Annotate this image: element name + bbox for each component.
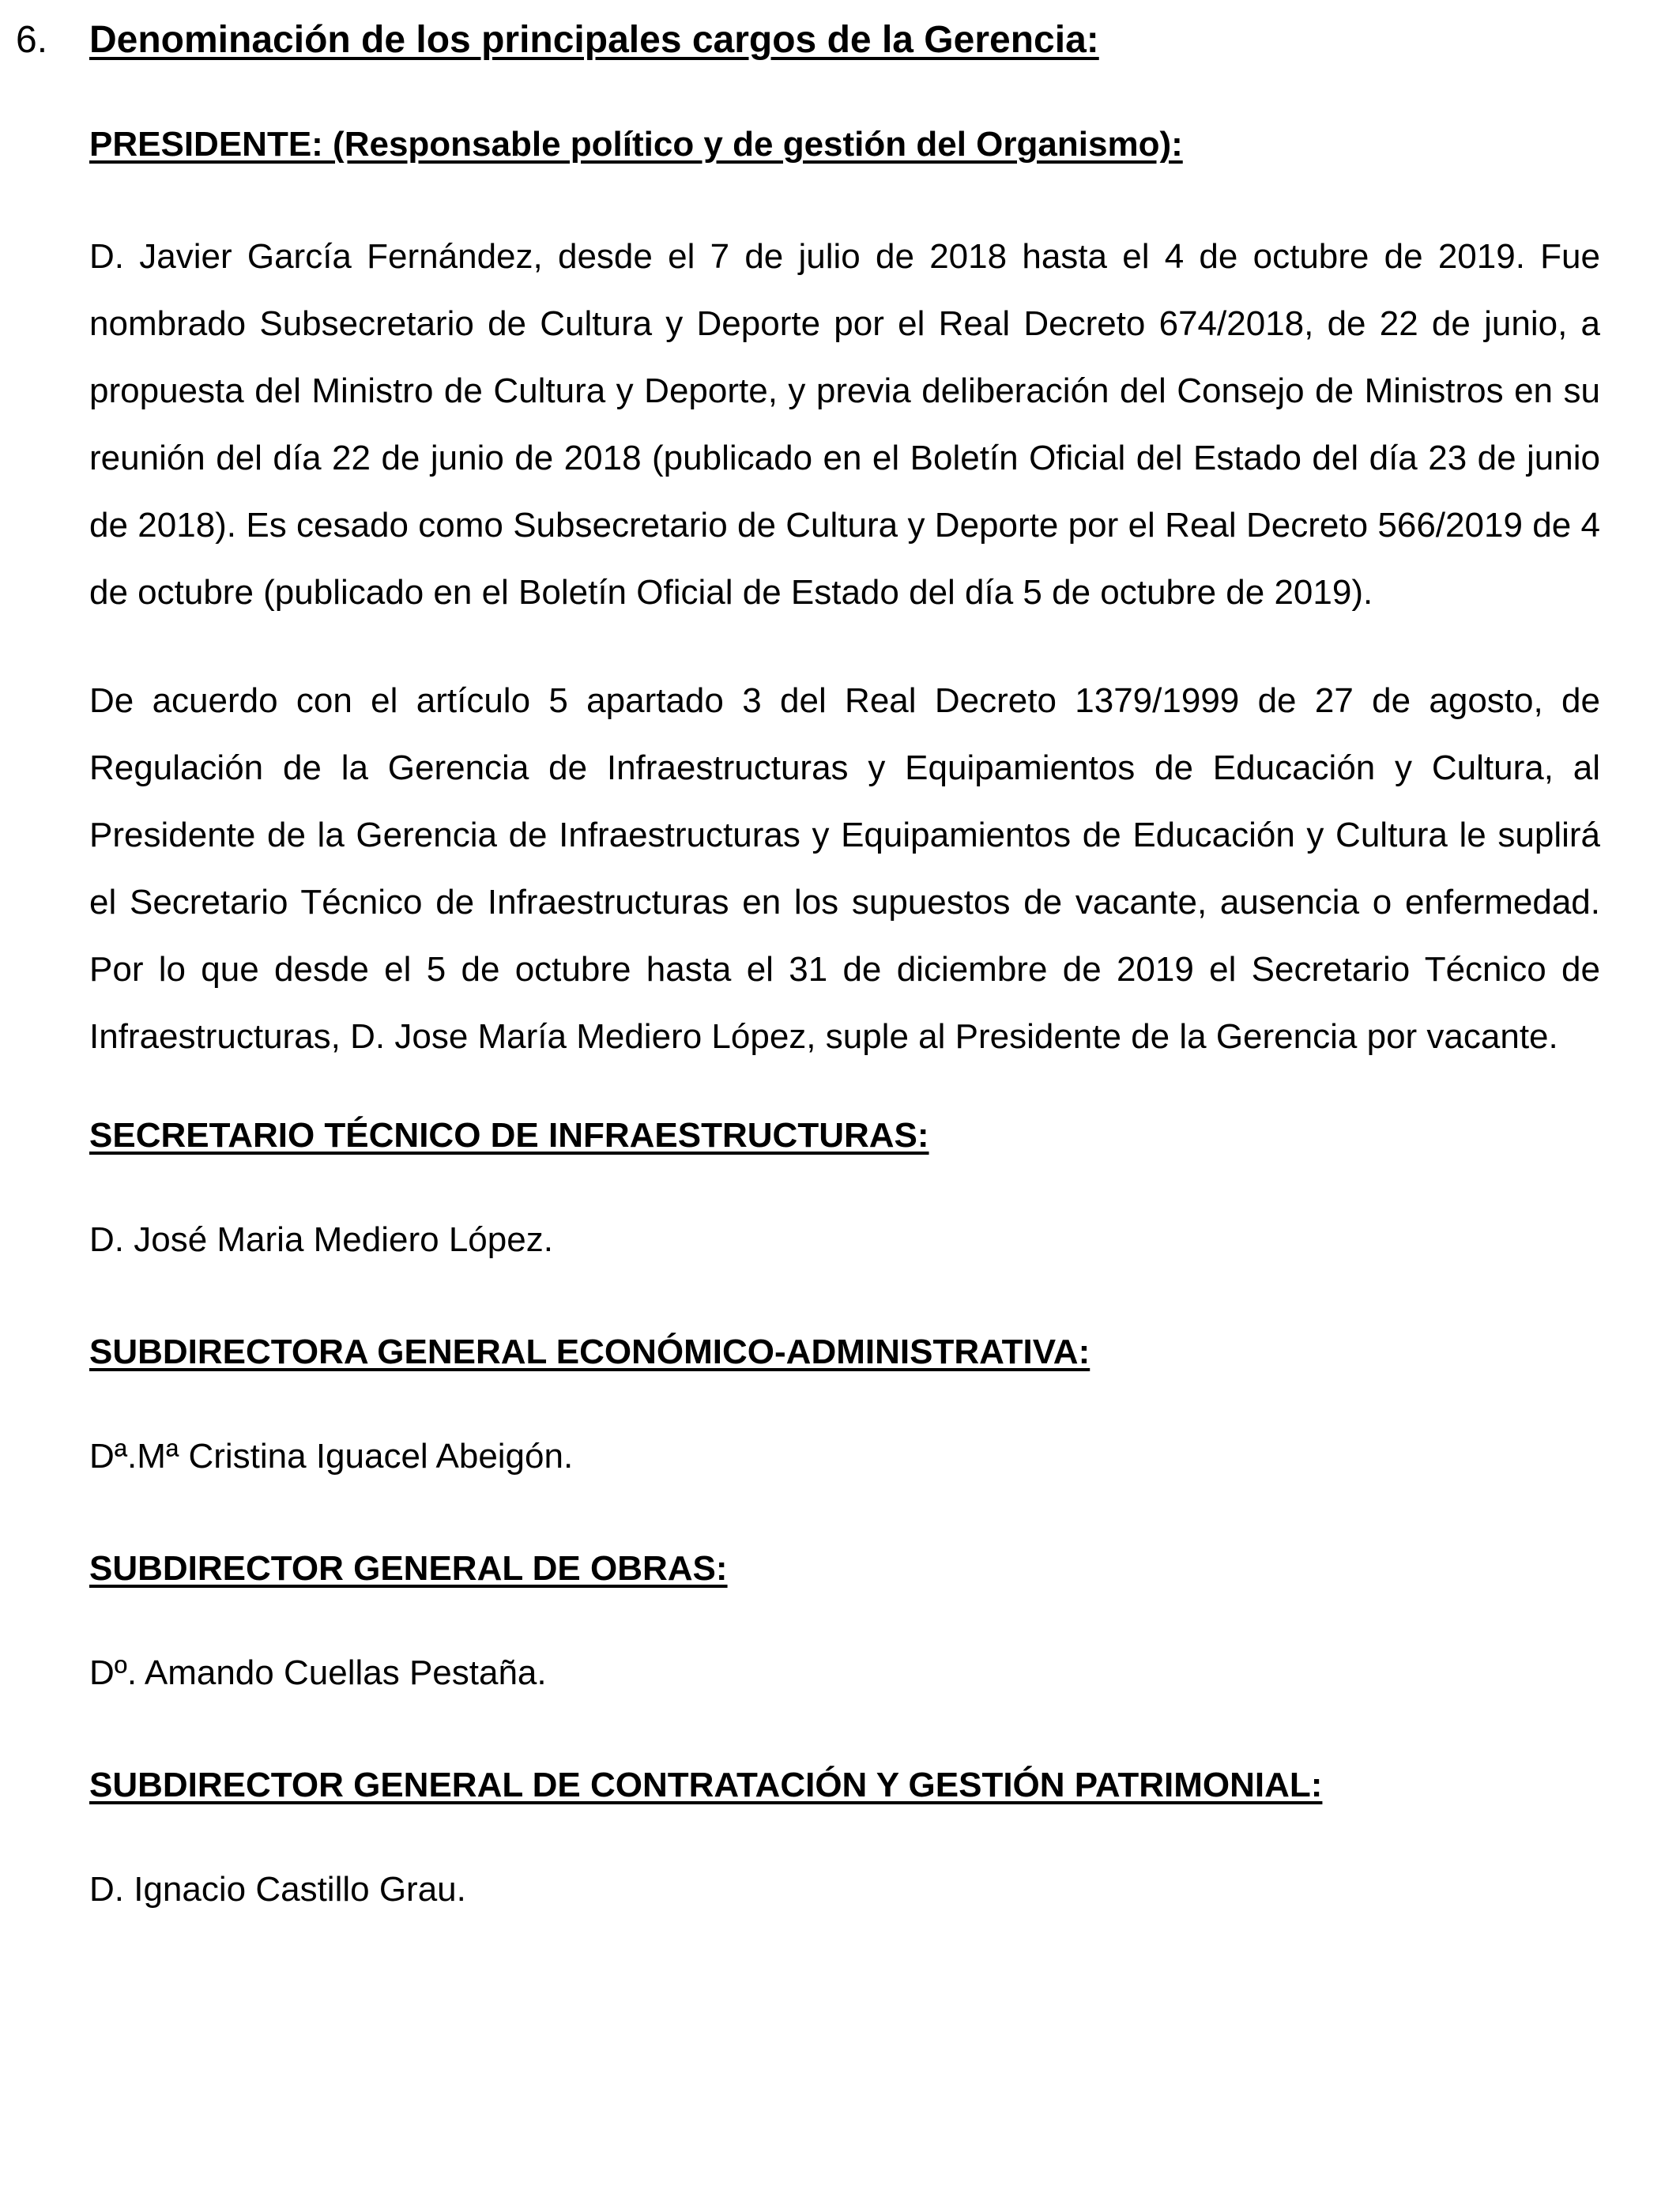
secretario-heading: SECRETARIO TÉCNICO DE INFRAESTRUCTURAS: [89, 1116, 929, 1155]
section-header [16, 14, 1596, 66]
president-paragraph-2: De acuerdo con el artículo 5 apartado 3 del Real Decreto 1379/1999 de 27 de agosto, de Regulación de la Gerencia de Infraestructuras y Equipamientos de Educación y Cultura, al Presidente de la Gerencia de Infraestructuras y Equipamientos de Educación y Cultura le suplirá el Secretario Técnico de Infraestructuras en los supuestos de vacante, ausencia o enfermedad. Por lo que desde el 5 de octubre hasta el 31 de diciembre de 2019 el Secretario Técnico de Infraestructuras, D. Jose María Mediero López, suple al Presidente de la Gerencia por vacante. [89, 681, 1600, 1056]
subdirector-contratacion-heading: SUBDIRECTOR GENERAL DE CONTRATACIÓN Y GESTIÓN PATRIMONIAL: [89, 1766, 1323, 1804]
subdirectora-economico-heading: SUBDIRECTORA GENERAL ECONÓMICO-ADMINISTRATIVA: [89, 1333, 1090, 1371]
subdirectora-economico-name: Dª.Mª Cristina Iguacel Abeigón. [89, 1437, 574, 1476]
president-heading: PRESIDENTE: (Responsable político y de gestión del Organismo): [89, 125, 1183, 164]
subdirector-obras-heading: SUBDIRECTOR GENERAL DE OBRAS: [89, 1549, 728, 1588]
subdirector-contratacion-name: D. Ignacio Castillo Grau. [89, 1870, 466, 1909]
section-number: 6. [16, 19, 48, 61]
secretario-name: D. José Maria Mediero López. [89, 1220, 553, 1259]
subdirector-obras-name: Dº. Amando Cuellas Pestaña. [89, 1653, 547, 1692]
section-title: Denominación de los principales cargos de la Gerencia: [89, 19, 1099, 61]
president-paragraph-1: D. Javier García Fernández, desde el 7 de julio de 2018 hasta el 4 de octubre de 2019. Fue nombrado Subsecretario de Cultura y Deporte por el Real Decreto 674/2018, de 22 de junio, a propuesta del Ministro de Cultura y Deporte, y previa deliberación del Consejo de Ministros en su reunión del día 22 de junio de 2018 (publicado en el Boletín Oficial del Estado del día 23 de junio de 2018). Es cesado como Subsecretario de Cultura y Deporte por el Real Decreto 566/2019 de 4 de octubre (publicado en el Boletín Oficial de Estado del día 5 de octubre de 2019). [89, 237, 1600, 612]
document-content [89, 119, 1600, 1976]
